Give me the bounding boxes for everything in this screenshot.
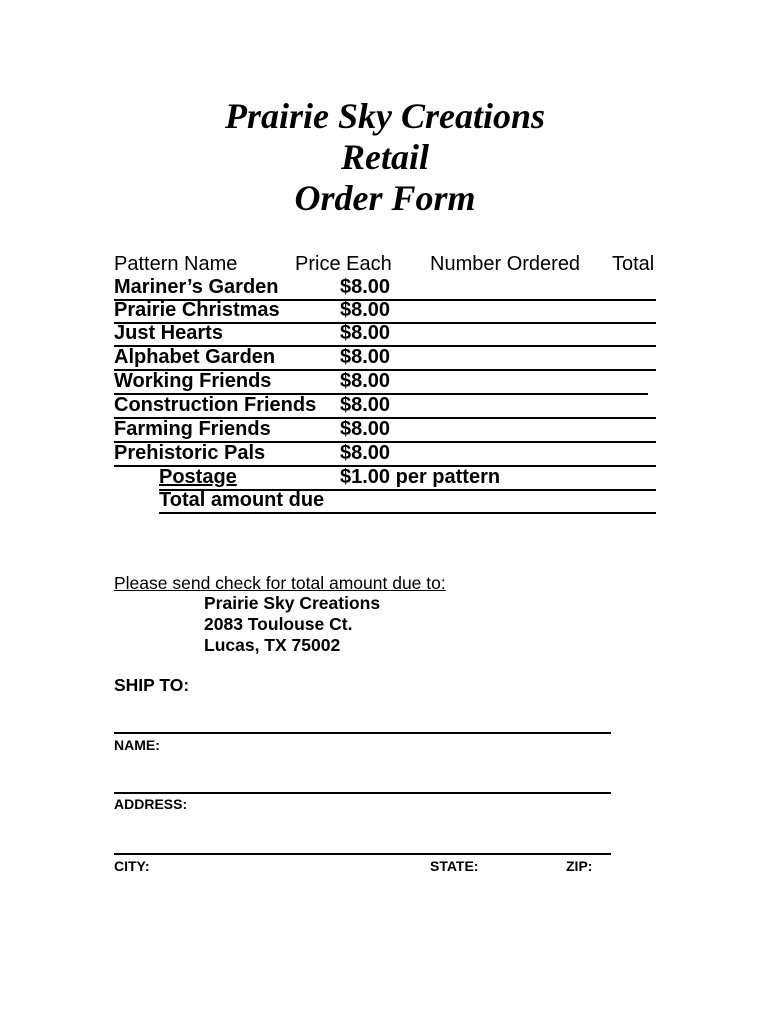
pattern-name: Construction Friends [114,394,317,416]
table-row[interactable] [114,276,656,301]
col-total: Total [612,253,655,275]
pattern-name: Prairie Christmas [114,299,280,321]
postage-label: Postage [159,466,237,488]
col-price-each: Price Each [295,253,392,275]
city-state-zip-field-line[interactable] [114,853,611,855]
pattern-price: $8.00 [340,276,391,298]
pattern-name: Mariner’s Garden [114,276,279,298]
pattern-price: $8.00 [340,442,391,464]
pattern-name: Prehistoric Pals [114,442,266,464]
pattern-price: $8.00 [340,299,391,321]
name-field-line[interactable] [114,732,611,734]
mailing-address-line: 2083 Toulouse Ct. [204,614,353,634]
table-row[interactable] [114,322,656,347]
mailing-address-line: Lucas, TX 75002 [204,635,341,655]
table-row[interactable] [114,394,656,419]
pattern-price: $8.00 [340,418,391,440]
table-row[interactable] [114,418,656,443]
postage-value: $1.00 per pattern [340,466,501,488]
pattern-price: $8.00 [340,394,391,416]
ship-to-heading: SHIP TO: [114,675,190,695]
table-row[interactable] [114,442,656,467]
pattern-price: $8.00 [340,370,391,392]
form-title: Order Form [294,178,476,218]
table-row[interactable] [114,299,656,324]
table-row[interactable] [114,346,656,371]
address-label: ADDRESS: [114,796,188,812]
pattern-price: $8.00 [340,322,391,344]
pattern-name: Just Hearts [114,322,223,344]
address-field-line[interactable] [114,792,611,794]
col-pattern-name: Pattern Name [114,253,238,275]
name-label: NAME: [114,737,160,753]
zip-label: ZIP: [566,858,593,874]
total-due-row[interactable] [159,489,656,514]
pattern-price: $8.00 [340,346,391,368]
pattern-name: Farming Friends [114,418,271,440]
pattern-name: Working Friends [114,370,272,392]
total-due-label: Total amount due [159,489,325,511]
table-row[interactable] [114,370,648,395]
pattern-name: Alphabet Garden [114,346,276,368]
state-label: STATE: [430,858,479,874]
city-label: CITY: [114,858,150,874]
mailing-address-line: Prairie Sky Creations [204,593,381,613]
payment-instruction: Please send check for total amount due to: [114,573,446,593]
subtitle: Retail [341,137,429,177]
company-title: Prairie Sky Creations [224,96,546,136]
postage-row[interactable] [159,466,656,491]
col-number-ordered: Number Ordered [430,253,581,275]
